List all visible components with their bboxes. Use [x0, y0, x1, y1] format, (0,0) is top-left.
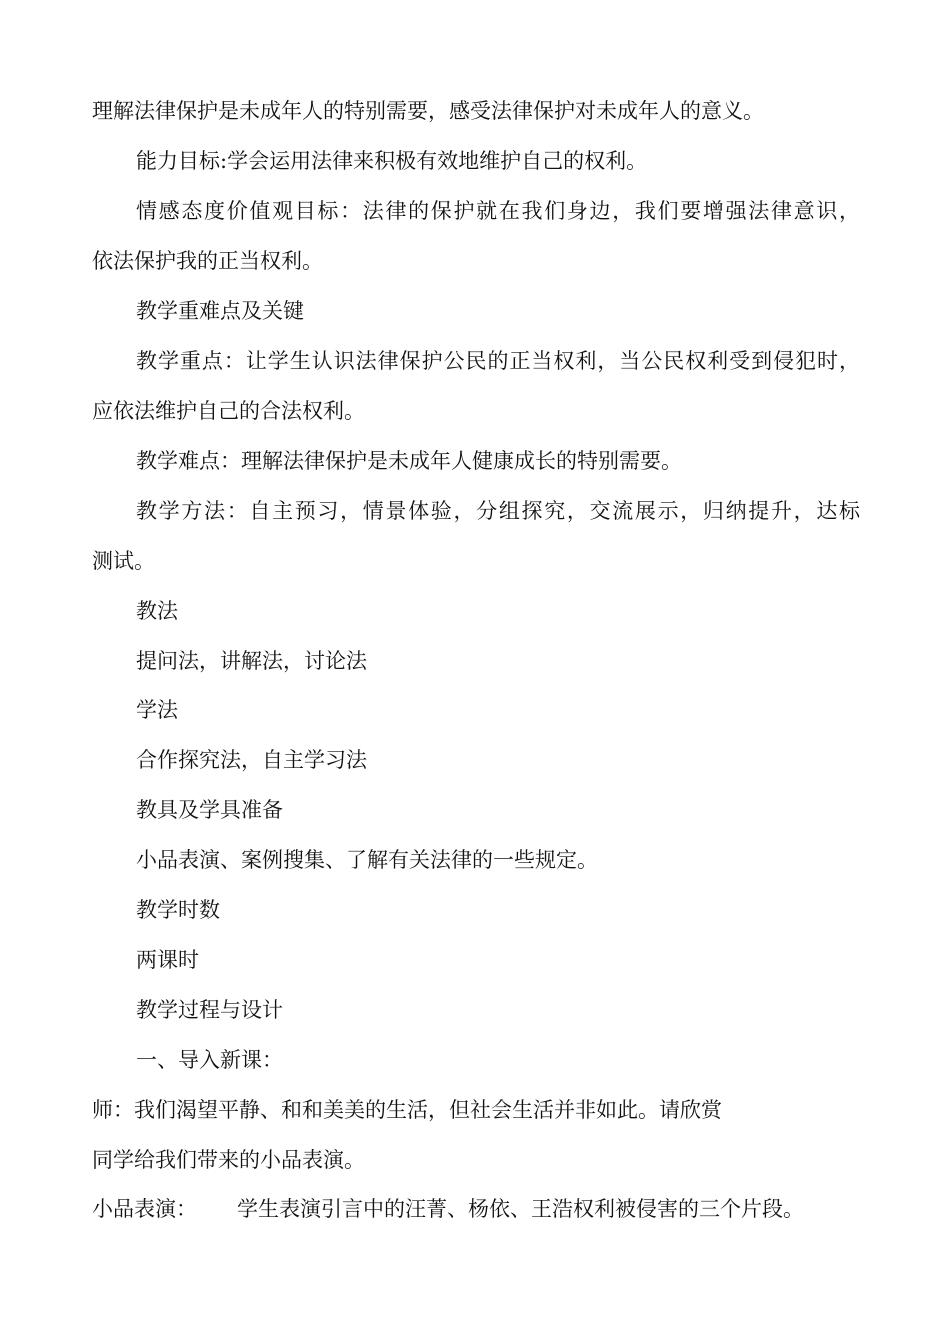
paragraph-line: 教学难点：理解法律保护是未成年人健康成长的特别需要。 [136, 449, 682, 473]
section-heading: 一、导入新课： [136, 1048, 283, 1072]
paragraph-line: 合作探究法，自主学习法 [136, 748, 367, 772]
paragraph-line: 提问法，讲解法，讨论法 [136, 649, 367, 673]
section-heading: 教学时数 [136, 898, 220, 922]
paragraph-line: 两课时 [136, 948, 199, 972]
section-heading: 学法 [136, 698, 178, 722]
paragraph-line: 理解法律保护是未成年人的特别需要，感受法律保护对未成年人的意义。 [92, 99, 764, 123]
paragraph-line: 教学方法：自主预习，情景体验，分组探究，交流展示，归纳提升，达标 [136, 499, 860, 523]
paragraph-line: 小品表演、案例搜集、了解有关法律的一些规定。 [136, 848, 598, 872]
section-heading: 教学过程与设计 [136, 998, 283, 1022]
paragraph-line: 应依法维护自己的合法权利。 [92, 399, 365, 423]
paragraph-line: 同学给我们带来的小品表演。 [92, 1148, 365, 1172]
section-heading: 教法 [136, 599, 178, 623]
section-heading: 教具及学具准备 [136, 798, 283, 822]
paragraph-line: 教学重点：让学生认识法律保护公民的正当权利，当公民权利受到侵犯时， [136, 349, 860, 373]
paragraph-line: 情感态度价值观目标：法律的保护就在我们身边，我们要增强法律意识， [136, 199, 860, 223]
skit-label: 小品表演： [92, 1197, 197, 1221]
skit-description: 学生表演引言中的汪菁、杨依、王浩权利被侵害的三个片段。 [237, 1197, 804, 1221]
paragraph-line: 依法保护我的正当权利。 [92, 249, 323, 273]
paragraph-line [92, 1195, 872, 1223]
section-heading: 教学重难点及关键 [136, 299, 304, 323]
paragraph-line: 测试。 [92, 549, 155, 573]
paragraph-line: 能力目标:学会运用法律来积极有效地维护自己的权利。 [136, 149, 648, 173]
paragraph-line: 师：我们渴望平静、和和美美的生活，但社会生活并非如此。请欣赏 [92, 1098, 722, 1122]
